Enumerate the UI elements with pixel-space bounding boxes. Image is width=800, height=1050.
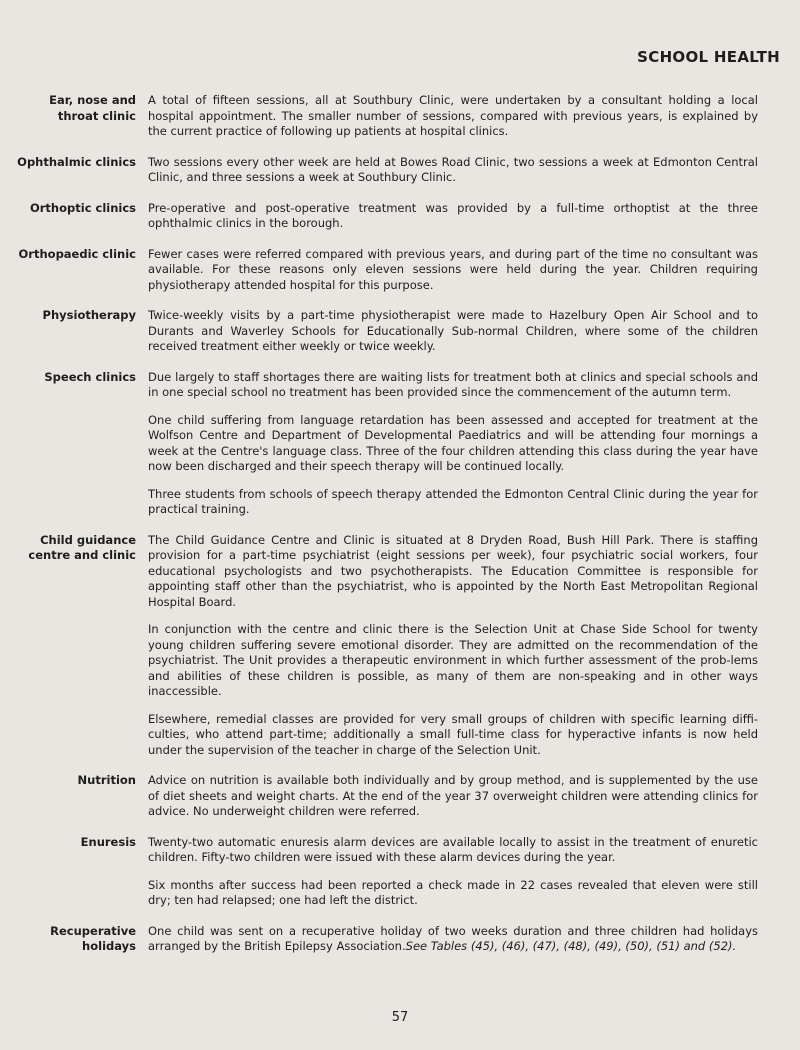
section <box>0 155 800 186</box>
section-paragraph <box>148 878 758 909</box>
paragraph-text: The Child Guidance Centre and Clinic is situated at 8 Dryden Road, Bush Hill Park. There is staffing provision for a part-time psychiatrist (eight sessions per week), four psychiatric social workers, four educational psychologists and two psychotherapists. The Education Committee is responsible for appointing staff other than the psychiatrist, who is appointed by the North East Metropolitan Regional Hospital Board. <box>148 532 758 609</box>
paragraph-text: Twice-weekly visits by a part-time physiotherapist were made to Hazelbury Open Air School and to Durants and Waverley Schools for Educationally Sub-normal Children, where some of the children received treatment either weekly or twice weekly. <box>148 308 758 353</box>
section-label-line: Orthoptic clinics <box>29 200 136 215</box>
table-reference: See Tables (45), (46), (47), (48), (49), (50), (51) and (52). <box>405 939 737 953</box>
section-paragraph <box>148 924 758 955</box>
document-body <box>0 93 800 970</box>
section <box>0 835 800 909</box>
section-label <box>0 247 136 294</box>
paragraph-text: Twenty-two automatic enuresis alarm devices are available locally to assist in the treatment of enuretic children. Fifty-two children were issued with these alarm devices during the year. <box>148 834 758 864</box>
section-label-line: Child guidance <box>40 532 136 547</box>
paragraph-text: Advice on nutrition is available both individually and by group method, and is supplemented by the use of diet sheets and weight charts. At the end of the year 37 overweight children were attending clinics for advice. No underweight children were referred. <box>148 773 758 818</box>
section-body <box>148 773 758 820</box>
section-paragraph <box>148 201 758 232</box>
section <box>0 924 800 955</box>
paragraph-text: Fewer cases were referred compared with previous years, and during part of the time no consultant was available. For these reasons only eleven sessions were held during the year. Children requiring physiotherapy attended hospital for this purpose. <box>148 246 758 292</box>
paragraph-text: Three students from schools of speech therapy attended the Edmonton Central Clinic during the year for practical training. <box>148 486 758 516</box>
section <box>0 370 800 518</box>
section-label-line: Physiotherapy <box>42 308 136 322</box>
section-paragraph <box>148 247 758 294</box>
paragraph-text: Six months after success had been reported a check made in 22 cases revealed that eleven were still dry; ten had relapsed; one had left the district. <box>148 877 758 907</box>
section-body <box>148 533 758 759</box>
section <box>0 247 800 294</box>
page-header-title: SCHOOL HEALTH <box>637 48 780 66</box>
section-body <box>148 370 758 518</box>
section-label-line: Nutrition <box>77 773 136 787</box>
section-paragraph <box>148 533 758 611</box>
section-paragraph <box>148 622 758 700</box>
section <box>0 308 800 355</box>
section-paragraph <box>148 155 758 186</box>
paragraph-text: Pre-operative and post-operative treatment was provided by a full-time orthoptist at the three ophthalmic clinics in the borough. <box>148 200 758 230</box>
section-label-line: Orthopaedic clinic <box>18 246 136 261</box>
section-label-line: Enuresis <box>80 834 136 849</box>
section-paragraph <box>148 773 758 820</box>
section-paragraph <box>148 413 758 475</box>
page-number: 57 <box>391 1010 409 1025</box>
section-paragraph <box>148 308 758 355</box>
section-label <box>0 773 136 820</box>
section-label-line: centre and clinic <box>28 548 136 562</box>
section-body <box>148 201 758 232</box>
section <box>0 533 800 759</box>
section-label-line: throat clinic <box>57 108 136 123</box>
section-label-line: holidays <box>82 939 136 953</box>
section <box>0 201 800 232</box>
section-label <box>0 924 136 955</box>
section-body <box>148 155 758 186</box>
paragraph-text: Due largely to staff shortages there are waiting lists for treatment both at clinics and special schools and in one special school no treatment has been provided since the commencement of the autumn term. <box>148 369 758 399</box>
paragraph-text: One child suffering from language retardation has been assessed and accepted for treatment at the Wolfson Centre and Department of Developmental Paediatrics and will be attending four mornings a week at the Centre's language class. Three of the four children attending this class during the year have now been discharged and their speech therapy will be continued locally. <box>148 412 758 473</box>
section-paragraph <box>148 712 758 759</box>
section-paragraph <box>148 835 758 866</box>
section-label <box>0 93 136 140</box>
paragraph-text: A total of fifteen sessions, all at Southbury Clinic, were undertaken by a consultant holding a local hospital appointment. The smaller number of sessions, compared with previous years, is explained by the current practice of following up patients at hospital clinics. <box>148 93 758 138</box>
section-label-line: Ophthalmic clinics <box>17 154 136 169</box>
paragraph-text: Elsewhere, remedial classes are provided for very small groups of children with specific learning diffi-culties, who attend part-time; additionally a small full-time class for hyperactive infants is now held under the supervision of the teacher in charge of the Selection Unit. <box>148 711 758 757</box>
section-label-line: Recuperative <box>50 923 136 938</box>
section-paragraph <box>148 370 758 401</box>
section-label <box>0 308 136 355</box>
section-label-line: Speech clinics <box>44 369 136 384</box>
section-label <box>0 370 136 518</box>
section-body <box>148 308 758 355</box>
section-paragraph <box>148 93 758 140</box>
section-label <box>0 201 136 232</box>
section-label-line: Ear, nose and <box>49 93 136 107</box>
paragraph-text: In conjunction with the centre and clinic there is the Selection Unit at Chase Side School for twenty young children suffering severe emotional disorder. They are admitted on the recommendation of the psychiatrist. The Unit provides a therapeutic environment in which further assessment of the prob-lems and abilities of these children is possible, as many of them are non-speaking and in other ways inaccessible. <box>148 622 758 698</box>
section-label <box>0 155 136 186</box>
section-body <box>148 835 758 909</box>
section-body <box>148 247 758 294</box>
section-label <box>0 533 136 759</box>
paragraph-text: Two sessions every other week are held at Bowes Road Clinic, two sessions a week at Edmonton Central Clinic, and three sessions a week at Southbury Clinic. <box>148 154 758 184</box>
section <box>0 773 800 820</box>
paragraph-text: One child was sent on a recuperative holiday of two weeks duration and three children had holidays arranged by the British Epilepsy Association. <box>148 923 758 953</box>
section-body <box>148 924 758 955</box>
section-body <box>148 93 758 140</box>
section <box>0 93 800 140</box>
section-label <box>0 835 136 909</box>
section-paragraph <box>148 487 758 518</box>
